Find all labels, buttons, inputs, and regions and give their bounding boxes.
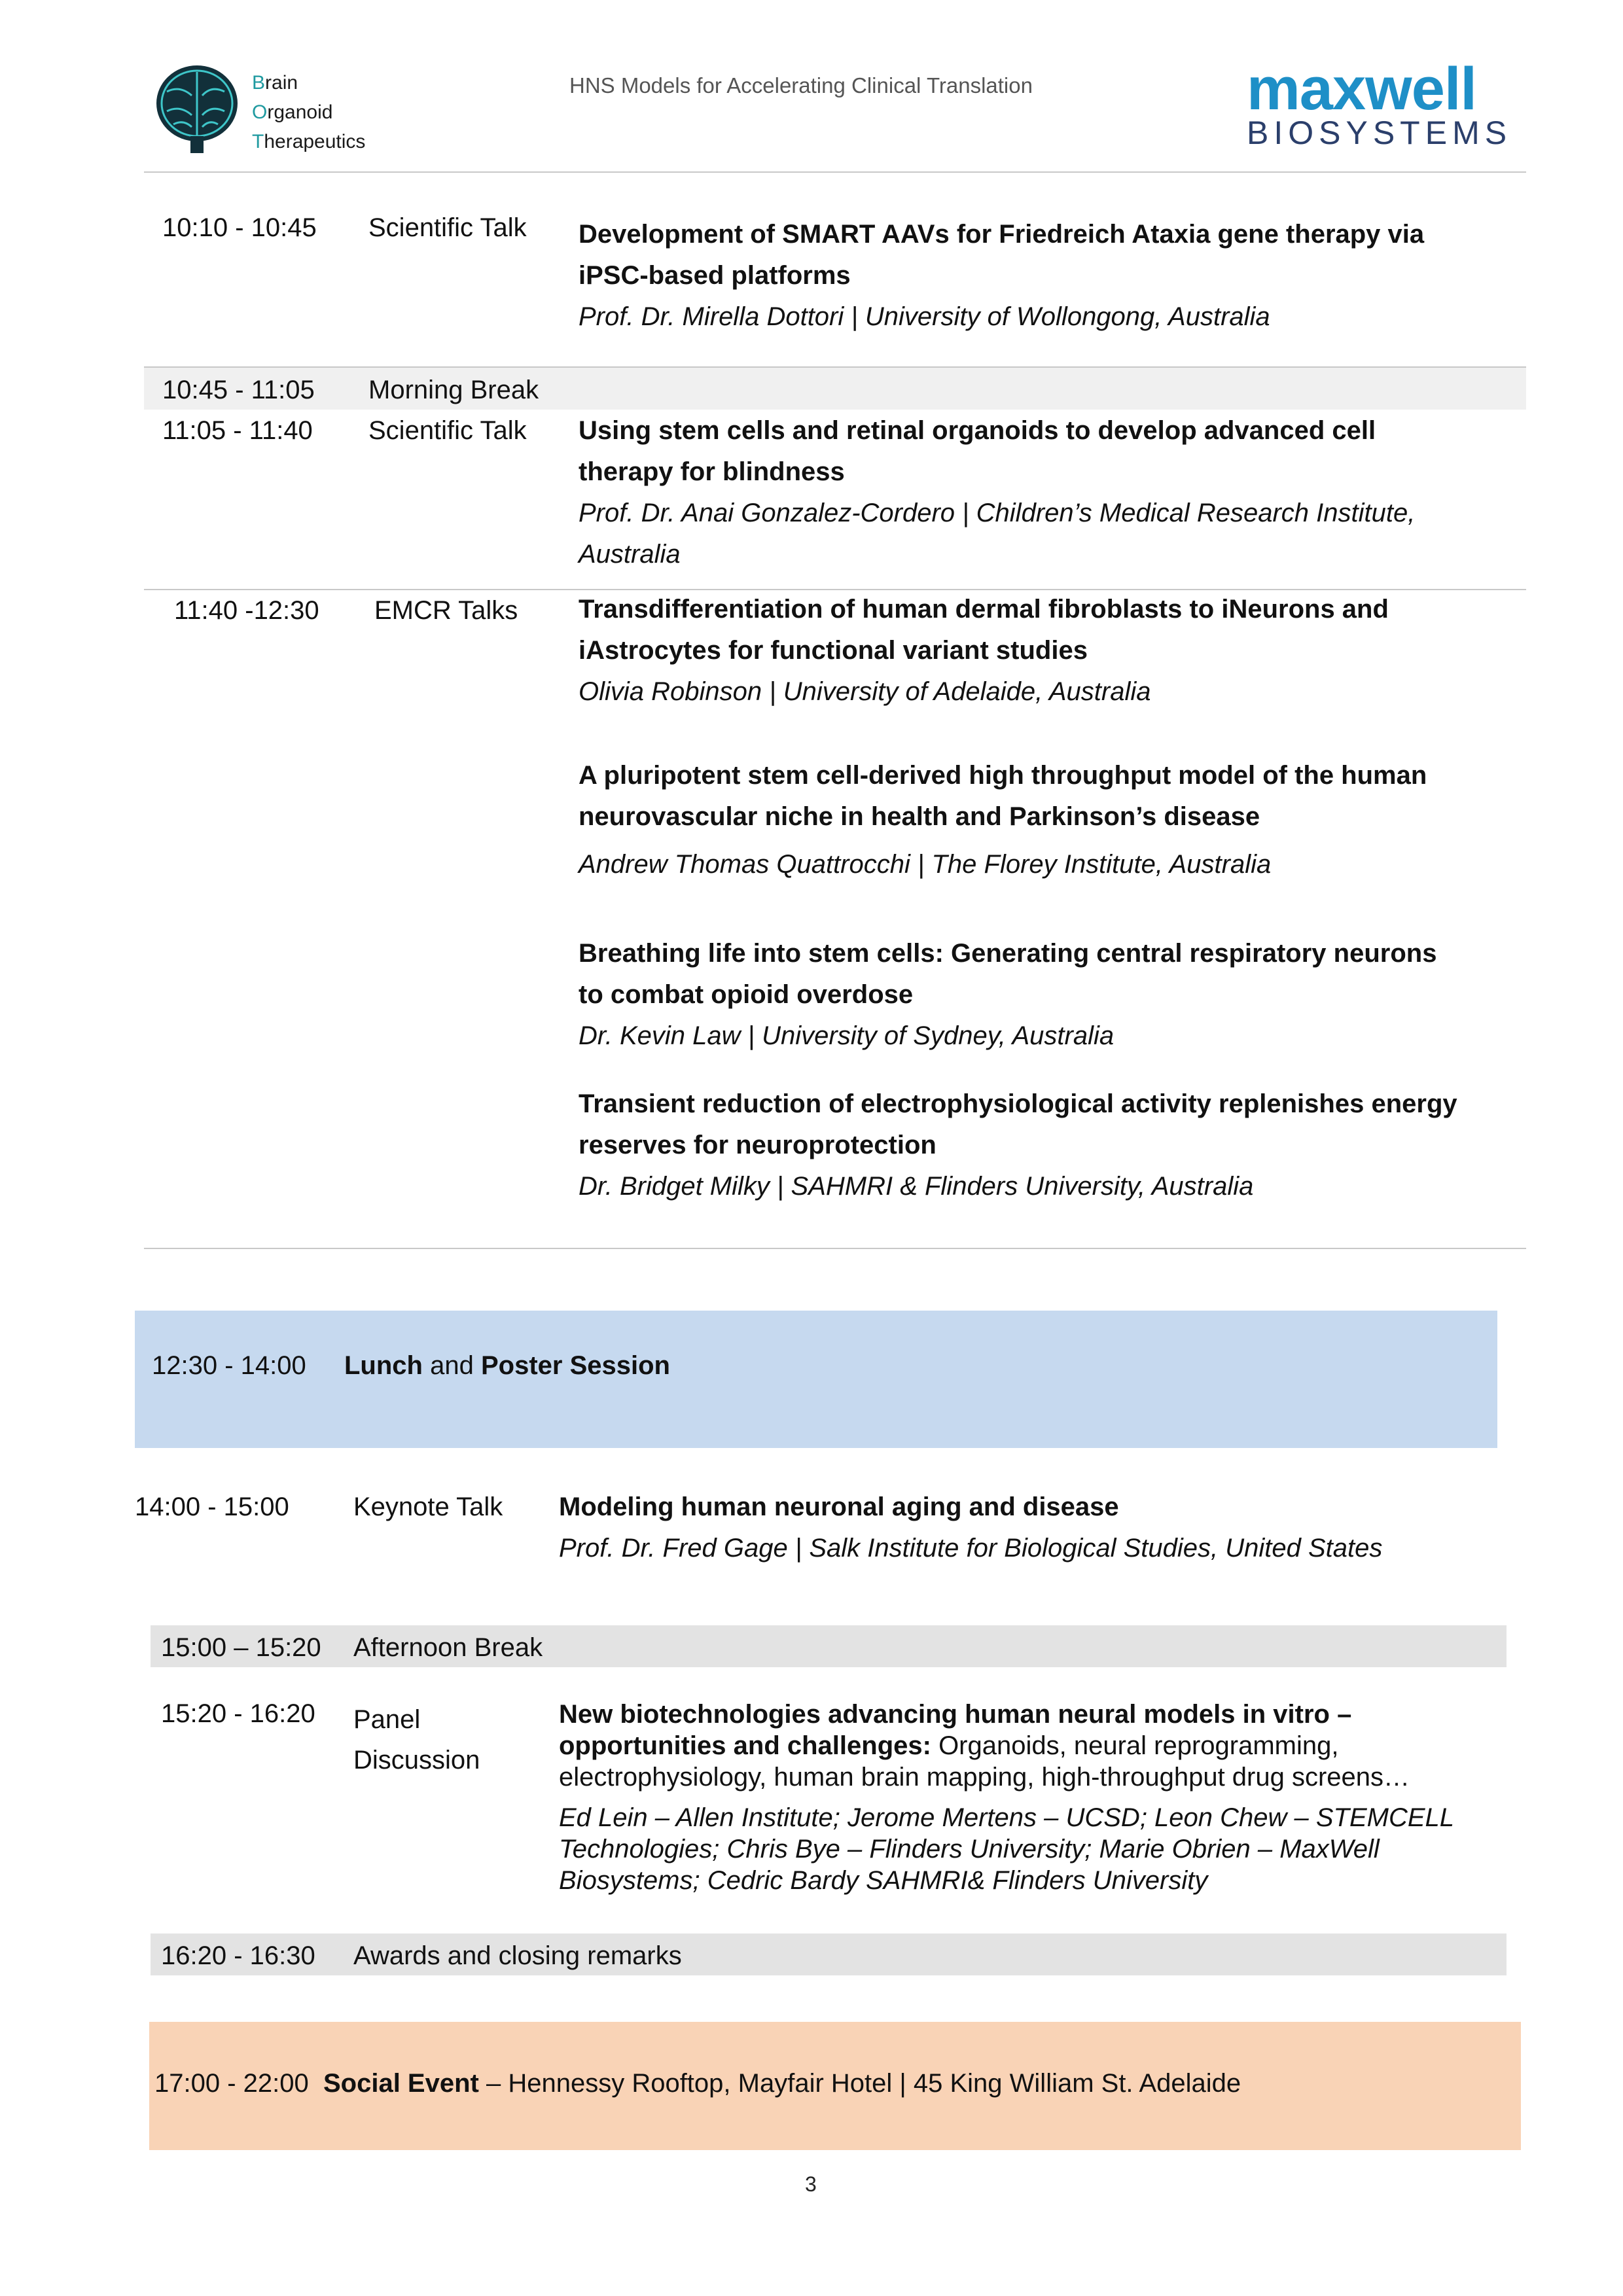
session-time: 11:05 - 11:40 [162,416,313,445]
break-label: Morning Break [368,376,539,404]
talk-speaker: Olivia Robinson | University of Adelaide, Australia [579,677,1151,706]
session-type: EMCR Talks [374,596,518,625]
session-type: Scientific Talk [368,416,527,445]
social-label: Social Event [323,2069,479,2098]
social-time: 17:00 - 22:00 [154,2069,309,2098]
brain-icon [154,59,240,157]
talk-title-cont: neurovascular niche in health and Parkinson’s disease [579,802,1260,831]
awards-row [151,1934,1507,1975]
talk-speaker: Prof. Dr. Anai Gonzalez-Cordero | Children’s Medical Research Institute, [579,499,1416,527]
talk-speaker: Andrew Thomas Quattrocchi | The Florey Institute, Australia [579,850,1272,879]
panel-speakers-cont: Technologies; Chris Bye – Flinders University; Marie Obrien – MaxWell [559,1835,1380,1863]
social-event-row [149,2022,1521,2150]
lunch-label-b: Poster Session [480,1351,670,1380]
talk-title-cont: reserves for neuroprotection [579,1131,936,1159]
social-event-line [154,2069,1241,2098]
awards-label: Awards and closing remarks [353,1941,682,1970]
talk-title-cont: therapy for blindness [579,457,845,486]
panel-speakers: Ed Lein – Allen Institute; Jerome Mertens – UCSD; Leon Chew – STEMCELL [559,1803,1455,1832]
talk-title: Transdifferentiation of human dermal fibroblasts to iNeurons and [579,595,1389,624]
emcr-talk-1 [579,589,1521,713]
maxwell-biosystems-logo [1247,56,1512,151]
panel-speakers-cont: Biosystems; Cedric Bardy SAHMRI& Flinders University [559,1866,1208,1895]
brand-top: maxwell [1247,56,1476,122]
panel-type-line2: Discussion [353,1746,480,1775]
talk-title: A pluripotent stem cell-derived high throughput model of the human [579,761,1427,790]
header-title: HNS Models for Accelerating Clinical Translation [569,73,1033,97]
session-3-content [579,410,1521,575]
afternoon-break-label: Afternoon Break [353,1633,543,1662]
talk-title: Transient reduction of electrophysiological activity replenishes energy [579,1089,1457,1118]
lunch-label [344,1351,670,1381]
emcr-talk-4 [579,1084,1521,1207]
logo-wordmark: Brain Organoid Therapeutics [252,72,366,152]
lunch-row [135,1311,1497,1448]
emcr-talk-3 [579,933,1521,1057]
talk-speaker: Prof. Dr. Mirella Dottori | University of Wollongong, Australia [579,302,1270,331]
row-divider [144,1248,1526,1249]
session-1-content [579,214,1521,338]
lunch-label-a: Lunch [344,1351,423,1380]
talk-title: Development of SMART AAVs for Friedreich Ataxia gene therapy via [579,220,1425,249]
social-venue: – Hennessy Rooftop, Mayfair Hotel | 45 King William St. Adelaide [478,2069,1241,2098]
session-type: Scientific Talk [368,213,527,242]
session-time: 11:40 -12:30 [174,596,319,625]
panel-title-cont: opportunities and challenges: [559,1731,931,1760]
talk-title-cont: to combat opioid overdose [579,980,914,1009]
talk-title: Using stem cells and retinal organoids to develop advanced cell [579,416,1376,445]
panel-type-line1: Panel [353,1705,421,1734]
header-divider [144,171,1526,173]
brain-organoid-logo [154,58,416,169]
brand-bottom: BIOSYSTEMS [1247,115,1512,151]
awards-time: 16:20 - 16:30 [161,1941,315,1970]
talk-speaker-cont: Australia [579,540,681,569]
panel-title: New biotechnologies advancing human neural models in vitro – [559,1700,1352,1729]
emcr-talk-2 [579,755,1521,885]
afternoon-break-row [151,1625,1507,1667]
break-time: 10:45 - 11:05 [162,376,315,404]
panel-topics-cont: electrophysiology, human brain mapping, high-throughput drug screens… [559,1763,1410,1792]
talk-speaker: Dr. Bridget Milky | SAHMRI & Flinders University, Australia [579,1172,1254,1201]
talk-title-cont: iPSC-based platforms [579,261,851,290]
keynote-speaker: Prof. Dr. Fred Gage | Salk Institute for Biological Studies, United States [559,1534,1383,1563]
keynote-title: Modeling human neuronal aging and disease [559,1492,1119,1521]
session-time: 10:10 - 10:45 [162,213,317,242]
lunch-label-and: and [430,1351,474,1380]
page-number: 3 [805,2172,817,2196]
panel-content [559,1699,1508,1896]
morning-break-row [144,368,1526,410]
talk-title: Breathing life into stem cells: Generating central respiratory neurons [579,939,1437,968]
keynote-content [559,1487,1501,1569]
keynote-time: 14:00 - 15:00 [135,1492,289,1521]
lunch-time: 12:30 - 14:00 [152,1351,306,1380]
talk-speaker: Dr. Kevin Law | University of Sydney, Australia [579,1021,1115,1050]
panel-time: 15:20 - 16:20 [161,1699,315,1728]
panel-type [353,1699,480,1780]
afternoon-break-time: 15:00 – 15:20 [161,1633,321,1662]
panel-topics: Organoids, neural reprogramming, [931,1731,1339,1760]
talk-title-cont: iAstrocytes for functional variant studies [579,636,1088,665]
keynote-type: Keynote Talk [353,1492,503,1521]
